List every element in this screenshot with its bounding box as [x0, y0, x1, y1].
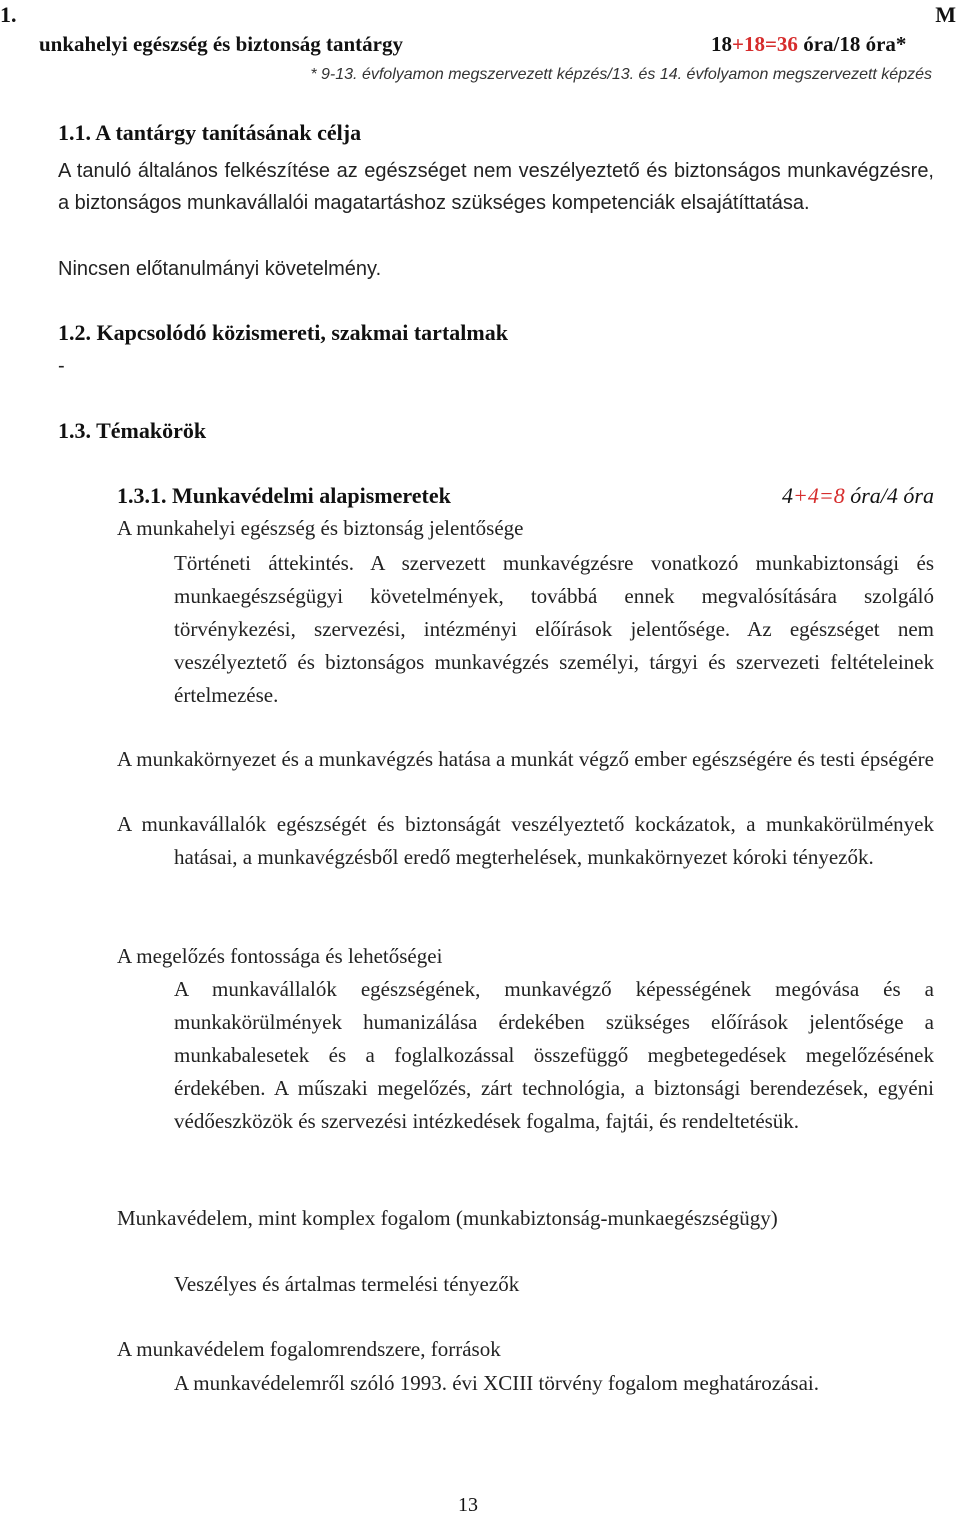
section-1-3-title: 1.3. Témakörök	[58, 418, 207, 443]
subtopic-heading: A megelőzés fontossága és lehetőségei	[117, 944, 443, 968]
corner-letter: M	[935, 2, 956, 27]
subtopic-heading: A munkahelyi egészség és biztonság jelentősége	[117, 516, 524, 540]
topic-paragraph: A munkavállalók egészségének, munkavégző képességének megóvása és a munkakörülmények humanizálása érdekében szükséges előírások jelentősége a munkabalesetek és a foglalkozással összefüggő megbetegedések megelőzésének érdekében. A műszaki megelőzés, zárt technológia, a biztonsági berendezések, egyéni védőeszközök és szervezési intézkedések fogalma, fajtái, és rendeltetésük.	[174, 977, 934, 1133]
hours-footnote: * 9-13. évfolyamon megszervezett képzés/13. és 14. évfolyamon megszervezett képzés	[310, 66, 932, 83]
prerequisite-note: Nincsen előtanulmányi követelmény.	[58, 258, 382, 280]
section-1-2-dash: -	[58, 355, 65, 377]
hours-extra: +18=36	[732, 32, 798, 56]
topic-paragraph: Veszélyes és ártalmas termelési tényezők	[174, 1272, 520, 1296]
subtopic-heading: A munkavédelem fogalomrendszere, források	[117, 1337, 501, 1361]
topic-paragraph: Történeti áttekintés. A szervezett munkavégzésre vonatkozó munkabiztonsági és munkaegészségügyi követelmények, továbbá ennek megvalósítására szolgáló törvénykezési, szervezési, intézményi előírások jelentősége. Az egészséget nem veszélyeztető és biztonságos munkavégzés személyi, tárgyi és szervezeti feltételeinek értelmezése.	[174, 551, 934, 707]
section-1-2-title: 1.2. Kapcsolódó közismereti, szakmai tartalmak	[58, 320, 508, 345]
page-number: 13	[458, 1494, 478, 1516]
topic-hours-rest: óra/4 óra	[844, 483, 934, 508]
topic-hours-extra: +4=8	[793, 483, 845, 508]
topic-paragraph: A munkavédelemről szóló 1993. évi XCIII törvény fogalom meghatározásai.	[174, 1371, 819, 1395]
section-number: 1.	[0, 2, 17, 27]
subject-hours	[711, 32, 906, 57]
hours-rest: óra/18 óra*	[797, 32, 907, 56]
topic-paragraph: A munkakörnyezet és a munkavégzés hatása a munkát végző ember egészségére és testi épségére	[117, 747, 934, 771]
hours-base: 18	[711, 32, 732, 56]
subject-title: unkahelyi egészség és biztonság tantárgy	[39, 32, 403, 56]
topic-1-3-1-hours	[782, 485, 934, 507]
topic-hours-base: 4	[782, 483, 794, 508]
topic-paragraph: A munkavállalók egészségét és biztonságát veszélyeztető kockázatok, a munkakörülmények hatásai, a munkavégzésből eredő megterhelések, munkakörnyezet kóroki tényezők.	[117, 812, 934, 869]
topic-1-3-1-title: 1.3.1. Munkavédelmi alapismeretek	[117, 483, 451, 508]
topic-paragraph: Munkavédelem, mint komplex fogalom (munkabiztonság-munkaegészségügy)	[117, 1206, 778, 1230]
section-1-1-text: A tanuló általános felkészítése az egészséget nem veszélyeztető és biztonságos munkavégzésre, a biztonságos munkavállalói magatartáshoz szükséges kompetenciák elsajátíttatása.	[58, 160, 934, 214]
section-1-1-title: 1.1. A tantárgy tanításának célja	[58, 120, 362, 145]
